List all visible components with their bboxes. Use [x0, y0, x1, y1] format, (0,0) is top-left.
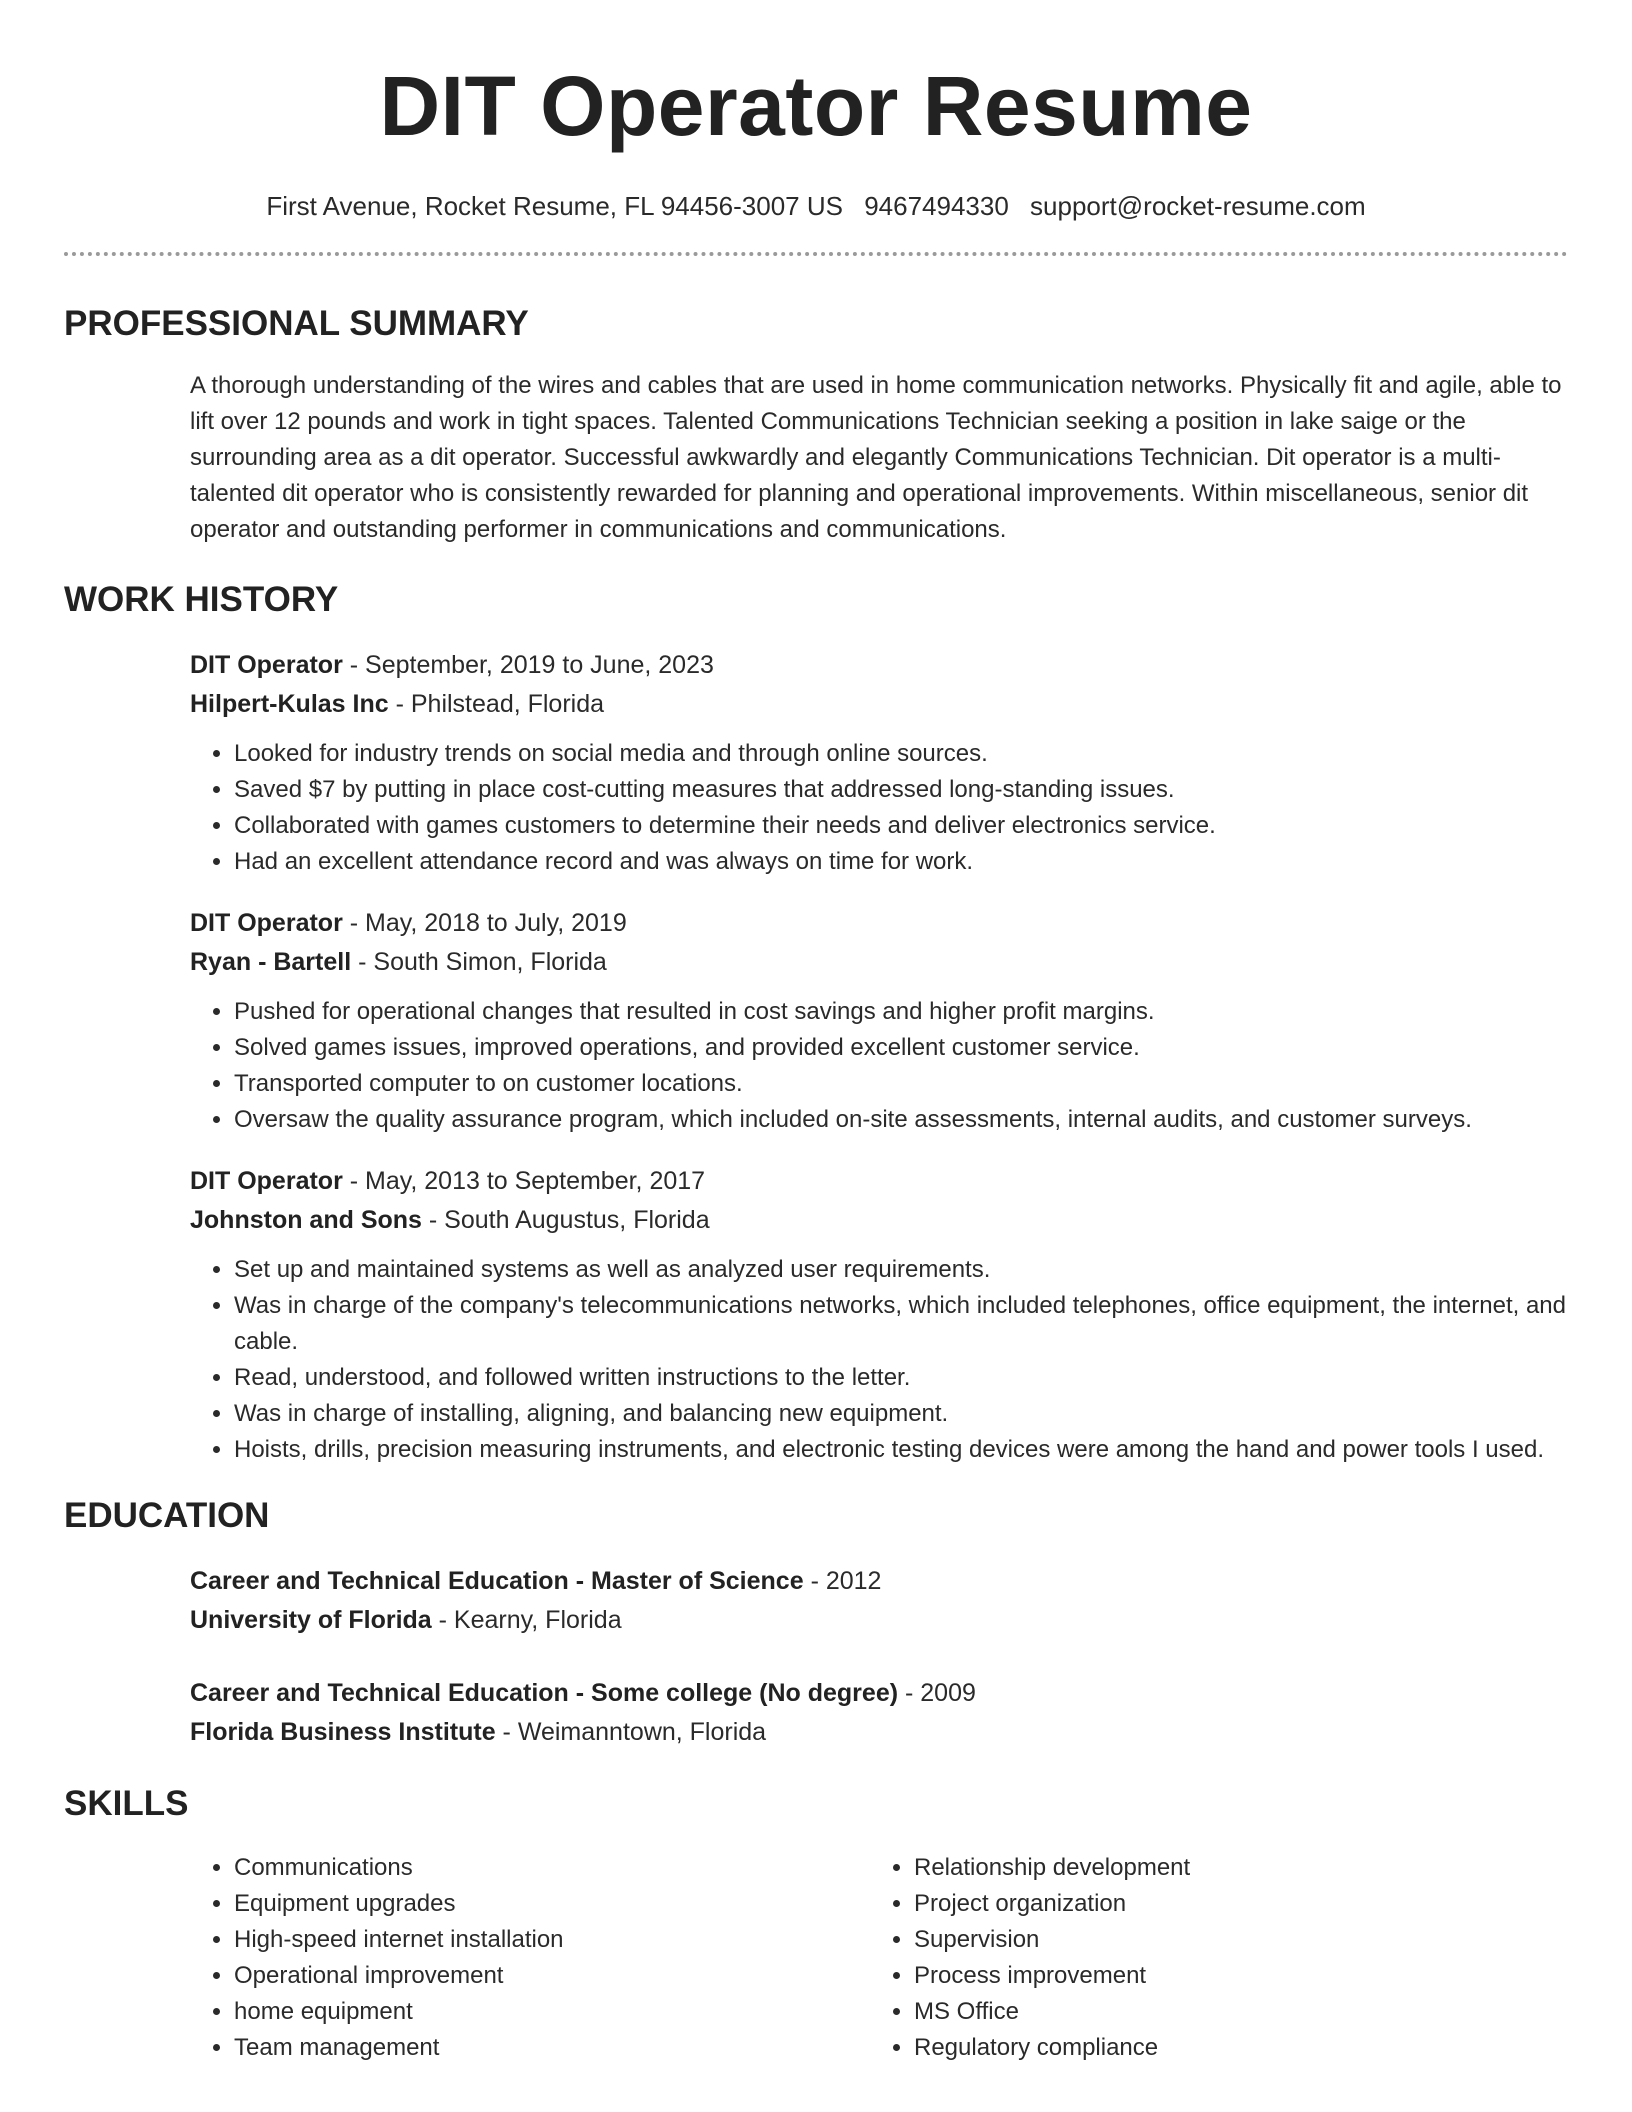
job-company: Hilpert-Kulas Inc	[190, 690, 389, 718]
skill-item: • Operational improvement	[234, 1958, 870, 1994]
list-item: • Pushed for operational changes that resulted in cost savings and higher profit margins.	[234, 994, 1568, 1030]
section-title-skills: SKILLS	[64, 1784, 189, 1823]
contact-line	[64, 190, 1568, 222]
job-company-line	[190, 685, 1568, 724]
header-divider	[64, 252, 1568, 256]
resume-title: DIT Operator Resume	[379, 59, 1253, 153]
section-title-education: EDUCATION	[64, 1496, 270, 1535]
job-role-line	[190, 1162, 1568, 1201]
education-location: - Weimanntown, Florida	[495, 1718, 767, 1746]
job-entry	[190, 904, 1568, 1138]
skills-column-right	[870, 1850, 1550, 2066]
education-entry	[190, 1674, 1568, 1752]
education-school-line	[190, 1713, 1568, 1752]
education-degree-line	[190, 1674, 1568, 1713]
list-item: • Read, understood, and followed written instructions to the letter.	[234, 1360, 1568, 1396]
list-item: • Hoists, drills, precision measuring instruments, and electronic testing devices were among the hand and power tools I used.	[234, 1432, 1568, 1468]
skill-item: • Regulatory compliance	[914, 2030, 1550, 2066]
education-school-line	[190, 1601, 1568, 1640]
education-year: - 2009	[898, 1679, 976, 1707]
job-location: - South Simon, Florida	[351, 948, 607, 976]
job-company-line	[190, 1201, 1568, 1240]
skill-item: • home equipment	[234, 1994, 870, 2030]
job-bullets	[190, 736, 1568, 880]
skill-item: • Project organization	[914, 1886, 1550, 1922]
job-company: Ryan - Bartell	[190, 948, 352, 976]
list-item: • Looked for industry trends on social media and through online sources.	[234, 736, 1568, 772]
skill-item: • High-speed internet installation	[234, 1922, 870, 1958]
list-item: • Set up and maintained systems as well as analyzed user requirements.	[234, 1252, 1568, 1288]
skill-item: • Relationship development	[914, 1850, 1550, 1886]
job-dates: - September, 2019 to June, 2023	[342, 651, 714, 679]
job-entry	[190, 646, 1568, 880]
job-dates: - May, 2013 to September, 2017	[342, 1167, 706, 1195]
job-role-line	[190, 646, 1568, 685]
job-role: DIT Operator	[190, 651, 343, 679]
education-degree: Career and Technical Education - Some college (No degree)	[190, 1679, 899, 1707]
job-bullets	[190, 1252, 1568, 1468]
list-item: • Was in charge of the company's telecommunications networks, which included telephones, office equipment, the internet, and cable.	[234, 1288, 1568, 1360]
job-location: - Philstead, Florida	[388, 690, 605, 718]
education-school: Florida Business Institute	[190, 1718, 496, 1746]
skill-item: • Supervision	[914, 1922, 1550, 1958]
summary-text: A thorough understanding of the wires and cables that are used in home communication networks. Physically fit and agile, able to lift over 12 pounds and work in tight spaces. Talented Communications Technician seeking a position in lake saige or the surrounding area as a dit operator. Successful awkwardly and elegantly Communications Technician. Dit operator is a multi-talented dit operator who is consistently rewarded for planning and operational improvements. Within miscellaneous, senior dit operator and outstanding performer in communications and communications.	[190, 372, 1562, 543]
job-entry	[190, 1162, 1568, 1468]
list-item: • Was in charge of installing, aligning, and balancing new equipment.	[234, 1396, 1568, 1432]
contact-address: First Avenue, Rocket Resume, FL 94456-3007 US	[266, 191, 843, 221]
job-role: DIT Operator	[190, 909, 343, 937]
list-item: • Had an excellent attendance record and was always on time for work.	[234, 844, 1568, 880]
education-school: University of Florida	[190, 1606, 432, 1634]
skill-item: • Team management	[234, 2030, 870, 2066]
contact-phone: 9467494330	[864, 191, 1009, 221]
education-year: - 2012	[803, 1567, 882, 1595]
skill-item: • Equipment upgrades	[234, 1886, 870, 1922]
education-degree: Career and Technical Education - Master of Science	[190, 1567, 804, 1595]
job-location: - South Augustus, Florida	[421, 1206, 710, 1234]
skill-item: • Communications	[234, 1850, 870, 1886]
skills-column-left	[190, 1850, 870, 2066]
education-degree-line	[190, 1562, 1568, 1601]
education-entry	[190, 1562, 1568, 1640]
skill-item: • MS Office	[914, 1994, 1550, 2030]
job-bullets	[190, 994, 1568, 1138]
skill-item: • Process improvement	[914, 1958, 1550, 1994]
job-company: Johnston and Sons	[190, 1206, 422, 1234]
resume-page	[64, 0, 1568, 2066]
job-role-line	[190, 904, 1568, 943]
list-item: • Collaborated with games customers to determine their needs and deliver electronics service.	[234, 808, 1568, 844]
list-item: • Oversaw the quality assurance program, which included on-site assessments, internal audits, and customer surveys.	[234, 1102, 1568, 1138]
job-dates: - May, 2018 to July, 2019	[342, 909, 627, 937]
section-title-work-history: WORK HISTORY	[64, 580, 339, 619]
education-location: - Kearny, Florida	[431, 1606, 622, 1634]
job-company-line	[190, 943, 1568, 982]
list-item: • Saved $7 by putting in place cost-cutting measures that addressed long-standing issues.	[234, 772, 1568, 808]
contact-email: support@rocket-resume.com	[1030, 191, 1366, 221]
skills-grid	[190, 1850, 1568, 2066]
job-role: DIT Operator	[190, 1167, 343, 1195]
list-item: • Solved games issues, improved operations, and provided excellent customer service.	[234, 1030, 1568, 1066]
section-title-summary: PROFESSIONAL SUMMARY	[64, 304, 529, 343]
list-item: • Transported computer to on customer locations.	[234, 1066, 1568, 1102]
